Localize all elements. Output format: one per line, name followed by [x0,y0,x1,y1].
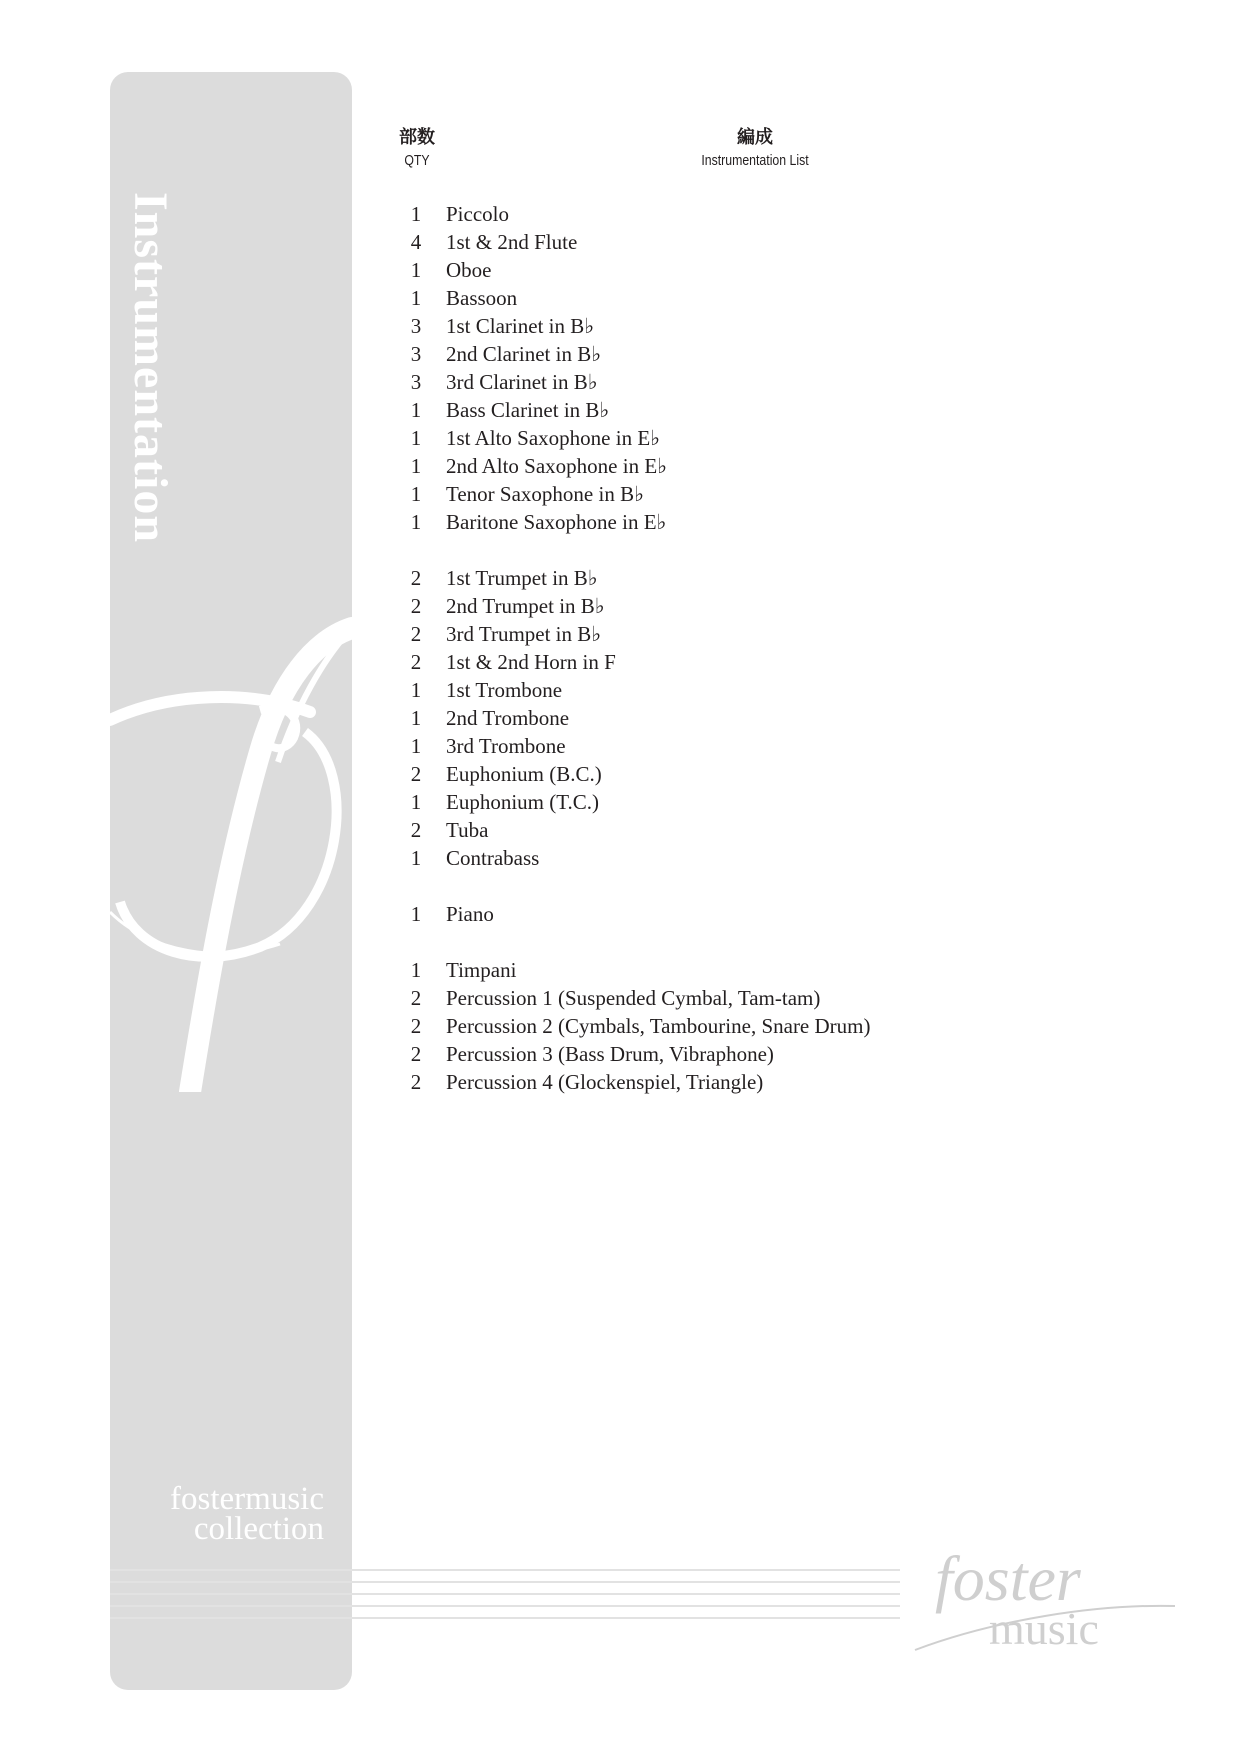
instrument-qty: 2 [410,1013,422,1038]
instrument-qty: 2 [410,649,422,674]
qty-column-header [392,126,442,172]
instrument-row [398,200,1118,228]
instrument-row [398,620,1118,648]
instrument-qty: 1 [410,481,422,506]
instrument-name: Percussion 1 (Suspended Cymbal, Tam-tam) [446,985,821,1010]
instrument-qty: 2 [410,1069,422,1094]
instrument-name: Piano [446,901,494,926]
instrument-row [398,900,1118,928]
instrument-group [398,200,1118,536]
instrument-row [398,284,1118,312]
instrument-row [398,480,1118,508]
qty-header-jp: 部数 [399,127,435,148]
instrument-group [398,956,1118,1096]
instrument-qty: 1 [410,845,422,870]
instrument-name: 2nd Alto Saxophone in E♭ [446,453,668,478]
collection-line-1: fostermusic [170,1481,324,1517]
instrument-name: 1st Alto Saxophone in E♭ [446,425,661,450]
instrument-name: 1st Clarinet in B♭ [446,313,595,338]
instrument-qty: 2 [410,593,422,618]
instrument-name: Percussion 3 (Bass Drum, Vibraphone) [446,1041,774,1066]
instrument-qty: 3 [410,341,422,366]
instrument-name: Bass Clarinet in B♭ [446,397,610,422]
instrument-row [398,1040,1118,1068]
instrument-qty: 1 [410,901,422,926]
instrument-qty: 1 [410,789,422,814]
instrument-qty: 1 [410,425,422,450]
instrument-qty: 3 [410,369,422,394]
instrument-row [398,340,1118,368]
instrument-qty: 1 [410,257,422,282]
instrument-name: Timpani [446,957,517,982]
sidebar-panel [110,72,352,1690]
instrument-row [398,312,1118,340]
instrument-qty: 4 [410,229,422,254]
instrument-qty: 1 [410,397,422,422]
instrument-row [398,984,1118,1012]
instrument-name: Oboe [446,257,492,282]
instrument-row [398,732,1118,760]
instrument-name: Tuba [446,817,489,842]
instrument-row [398,704,1118,732]
instrument-row [398,508,1118,536]
instrument-row [398,396,1118,424]
instrument-row [398,1068,1118,1096]
instrument-qty: 1 [410,201,422,226]
instrument-name: 2nd Trumpet in B♭ [446,593,605,618]
instrument-qty: 1 [410,453,422,478]
instrument-row [398,564,1118,592]
list-header-jp: 編成 [737,127,773,148]
instrument-row [398,760,1118,788]
collection-line-2: collection [193,1511,324,1547]
sidebar-title: Instrumentation [124,192,177,544]
instrument-name: 3rd Trumpet in B♭ [446,621,602,646]
instrument-row [398,816,1118,844]
instrument-group [398,900,1118,928]
instrument-qty: 1 [410,677,422,702]
instrument-name: Euphonium (T.C.) [446,789,600,814]
instrument-name: Contrabass [446,845,540,870]
instrument-qty: 1 [410,509,422,534]
instrument-row [398,452,1118,480]
instrument-name: Percussion 2 (Cymbals, Tambourine, Snare Drum) [446,1013,871,1038]
qty-header-en: QTY [404,152,430,169]
instrumentation-column-header [650,126,860,172]
instrument-name: 3rd Clarinet in B♭ [446,369,598,394]
instrumentation-list [398,200,1118,1124]
instrument-name: 3rd Trombone [446,733,566,758]
instrument-name: Bassoon [446,285,518,310]
instrument-qty: 2 [410,1041,422,1066]
instrument-row [398,956,1118,984]
instrument-name: 1st Trombone [446,677,563,702]
instrument-name: 1st & 2nd Horn in F [446,649,616,674]
instrument-row [398,424,1118,452]
forte-logo-icon [110,612,352,1092]
instrument-qty: 2 [410,761,422,786]
instrument-qty: 1 [410,733,422,758]
collection-caption [170,1481,324,1547]
instrument-qty: 2 [410,817,422,842]
instrument-row [398,228,1118,256]
instrument-name: 2nd Clarinet in B♭ [446,341,602,366]
instrument-row [398,1012,1118,1040]
instrument-name: Tenor Saxophone in B♭ [446,481,644,506]
staff-lines-decoration [110,1566,900,1622]
instrument-row [398,256,1118,284]
instrument-name: Percussion 4 (Glockenspiel, Triangle) [446,1069,764,1094]
instrument-name: Euphonium (B.C.) [446,761,602,786]
instrument-group [398,564,1118,872]
instrument-qty: 2 [410,985,422,1010]
instrument-name: 1st & 2nd Flute [446,229,578,254]
instrument-name: 2nd Trombone [446,705,570,730]
instrument-qty: 3 [410,313,422,338]
instrument-row [398,676,1118,704]
list-header-en: Instrumentation List [701,152,809,169]
logo-word-foster: foster [935,1543,1081,1614]
instrument-name: 1st Trumpet in B♭ [446,565,598,590]
logo-word-music: music [989,1603,1099,1654]
instrument-qty: 2 [410,621,422,646]
instrument-qty: 2 [410,565,422,590]
instrument-qty: 1 [410,957,422,982]
instrument-qty: 1 [410,705,422,730]
instrument-qty: 1 [410,285,422,310]
instrument-row [398,592,1118,620]
instrument-row [398,368,1118,396]
instrument-row [398,844,1118,872]
instrument-name: Piccolo [446,201,509,226]
foster-music-logo [905,1540,1185,1660]
instrument-row [398,648,1118,676]
instrument-name: Baritone Saxophone in E♭ [446,509,667,534]
instrument-row [398,788,1118,816]
